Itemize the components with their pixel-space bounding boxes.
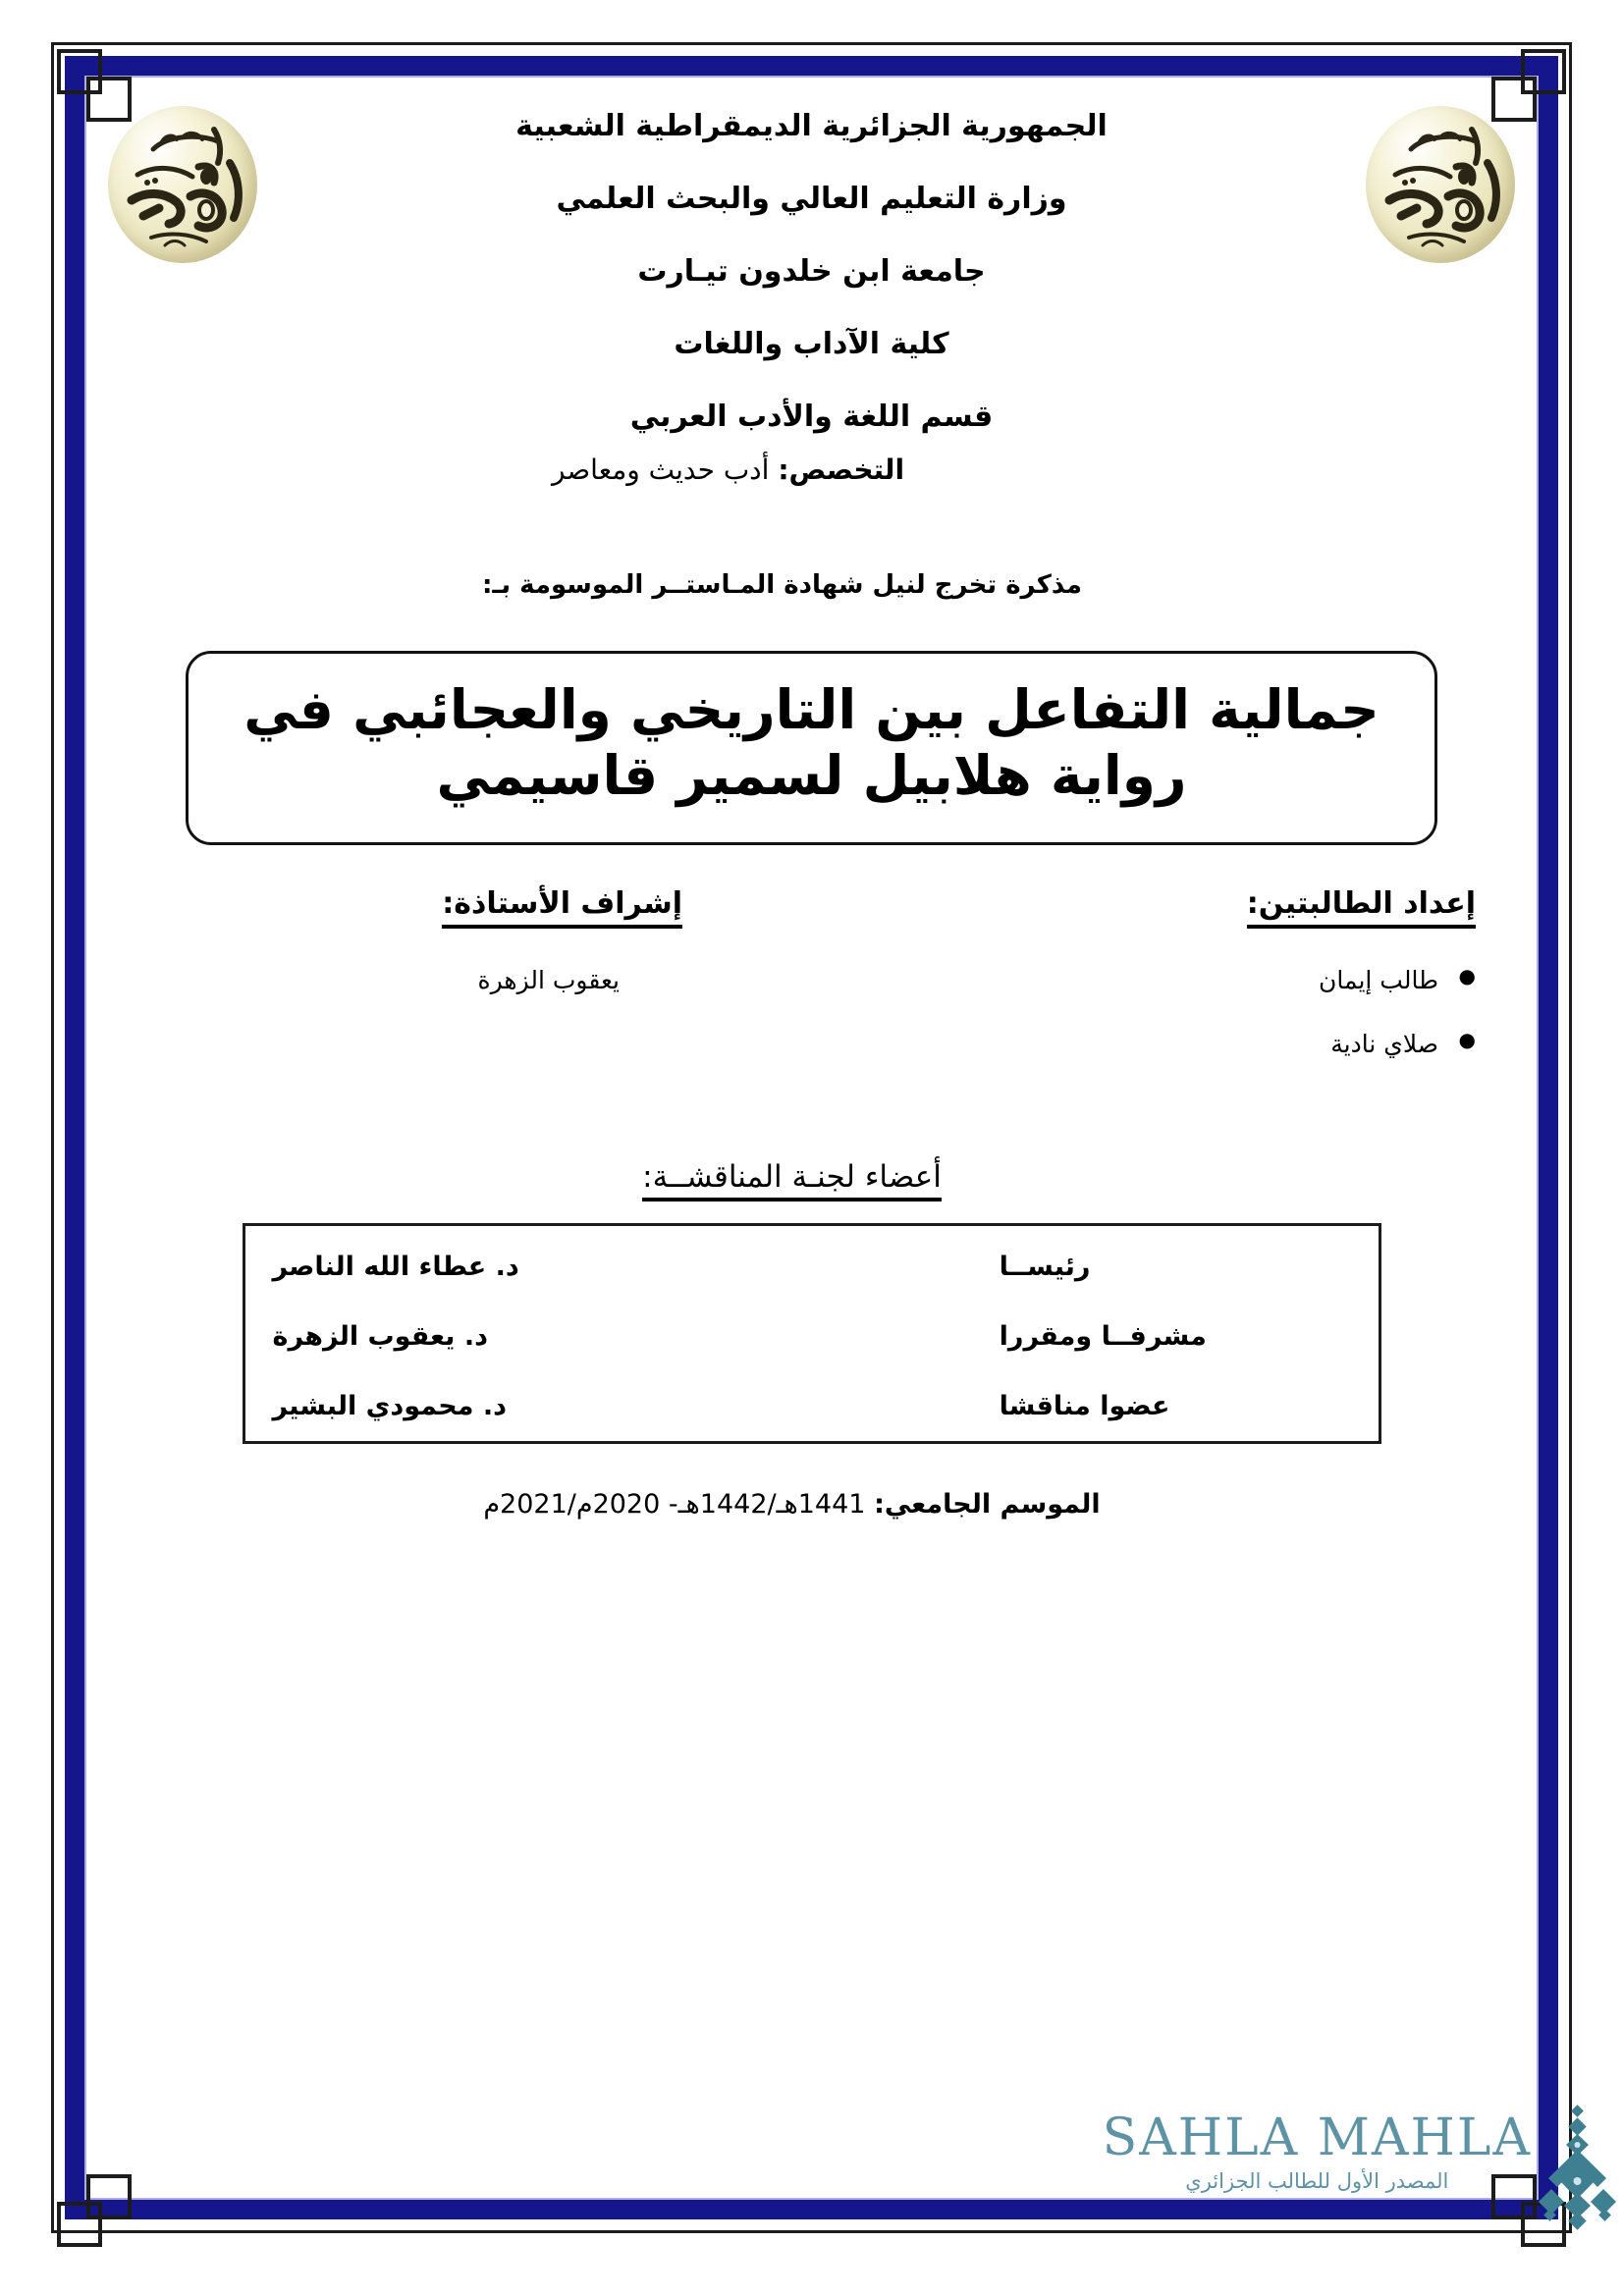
table-row — [243, 1371, 1380, 1443]
jury-role: عضوا مناقشا — [999, 1391, 1170, 1421]
students-list — [1054, 966, 1476, 1058]
specialization-label: التخصص: — [778, 454, 905, 486]
institution-line-university: جامعة ابن خلدون تيـارت — [637, 254, 986, 289]
jury-heading-wrap — [108, 1159, 1515, 1201]
jury-member-name: د. عطاء الله الناصر — [272, 1252, 519, 1282]
jury-role: رئيســا — [999, 1252, 1091, 1282]
list-item: ● صلاي نادية — [1054, 1030, 1438, 1058]
corner-ornament-top-right-outer — [1521, 49, 1566, 94]
students-column — [1054, 886, 1476, 1094]
supervisor-heading: إشراف الأستاذة: — [442, 886, 682, 929]
thesis-title-box — [186, 651, 1437, 845]
jury-table — [243, 1223, 1381, 1444]
corner-ornament-bottom-right-outer — [1521, 2202, 1566, 2247]
corner-ornament-top-left-outer — [57, 49, 102, 94]
table-row — [243, 1225, 1380, 1303]
cover-content — [108, 98, 1515, 2189]
watermark-brand: SAHLA MAHLA — [1102, 2109, 1532, 2167]
list-item: ● طالب إيمان — [1054, 966, 1438, 994]
corner-ornament-bottom-left-outer — [57, 2202, 102, 2247]
jury-member-name: د. محمودي البشير — [272, 1391, 507, 1421]
authorship-block — [108, 886, 1515, 1112]
submission-statement: مذكرة تخرج لنيل شهادة المـاستــر الموسومة بـ: — [482, 570, 1082, 600]
specialization-value: أدب حديث ومعاصر — [551, 454, 770, 486]
academic-season-line — [108, 1489, 1515, 1520]
table-row — [243, 1302, 1380, 1371]
academic-season-label: الموسم الجامعي: — [874, 1489, 1101, 1520]
header-block — [108, 98, 1515, 434]
supervisor-name: يعقوب الزهرة — [477, 966, 620, 994]
amazigh-diamond-ornament-icon — [1536, 2105, 1618, 2234]
institution-heading — [108, 109, 1515, 475]
institution-line-country: الجمهورية الجزائرية الديمقراطية الشعبية — [515, 109, 1108, 143]
supervisor-column — [260, 886, 682, 994]
jury-heading: أعضاء لجنـة المناقشــة: — [642, 1159, 942, 1201]
thesis-title — [243, 677, 1379, 809]
thesis-title-line1: جمالية التفاعل بين التاريخي والعجائبي في — [243, 677, 1380, 741]
jury-member-name: د. يعقوب الزهرة — [272, 1321, 488, 1352]
watermark-tagline: المصدر الأول للطالب الجزائري — [1185, 2169, 1449, 2193]
institution-line-department: قسم اللغة والأدب العربي — [629, 400, 994, 434]
institution-line-faculty: كلية الآداب واللغات — [674, 327, 949, 361]
institution-line-ministry: وزارة التعليم العالي والبحث العلمي — [556, 182, 1067, 216]
jury-role: مشرفــا ومقررا — [999, 1321, 1207, 1352]
academic-season-value: 1441هـ/1442هـ- 2020م/2021م — [483, 1489, 866, 1520]
thesis-title-line2: رواية هلابيل لسمير قاسيمي — [436, 744, 1187, 807]
students-heading: إعداد الطالبتين: — [1247, 886, 1476, 929]
